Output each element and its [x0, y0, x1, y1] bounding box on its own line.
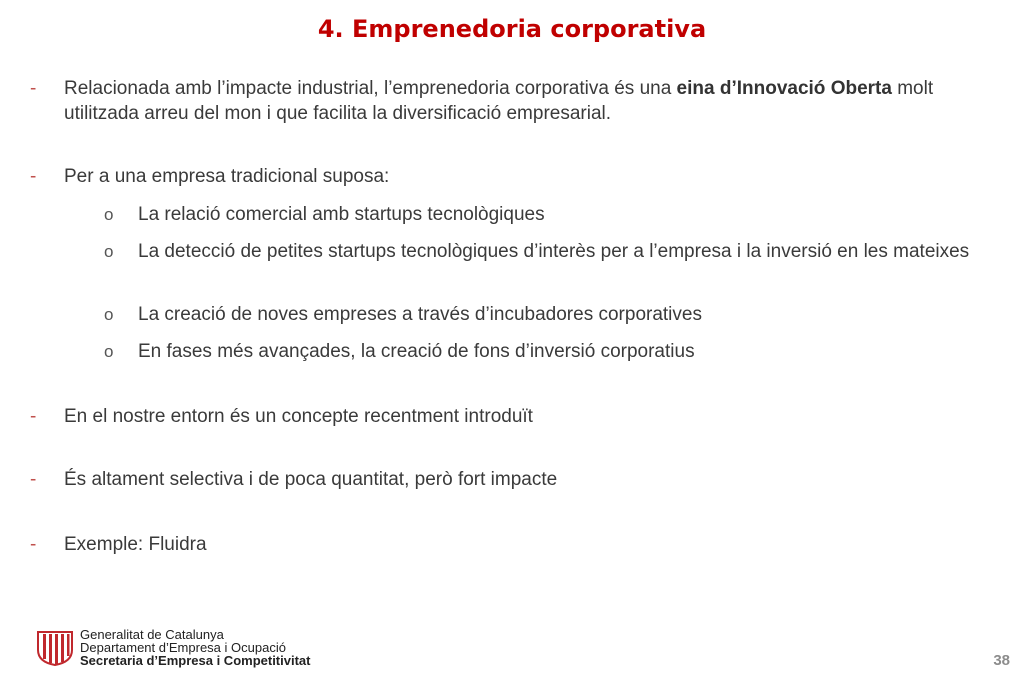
sub-bullet-item	[104, 339, 1005, 364]
catalan-coat-of-arms-icon	[36, 628, 74, 666]
footer-line-secretaria: Secretaria d’Empresa i Competitivitat	[80, 653, 311, 668]
footer-institution	[80, 628, 310, 667]
bullet-item	[30, 76, 1005, 126]
sub-bullet-text: La detecció de petites startups tecnològiques d’interès per a l’empresa i la inversió en les mateixes	[138, 241, 970, 262]
bullet-text: En el nostre entorn és un concepte recentment introduït	[64, 406, 533, 427]
bullet-text: És altament selectiva i de poca quantitat, però fort impacte	[64, 469, 558, 490]
sub-bullet-text: La relació comercial amb startups tecnològiques	[138, 204, 545, 225]
sub-bullet-item	[104, 302, 1005, 327]
dash-marker: -	[30, 166, 37, 187]
page-number: 38	[993, 652, 1010, 669]
sub-bullet-item	[104, 239, 1005, 264]
dash-marker: -	[30, 406, 37, 427]
bullet-text-start: Relacionada amb l’impacte industrial, l’emprenedoria corporativa és una	[64, 78, 677, 99]
bullet-item	[30, 532, 1005, 557]
dash-marker: -	[30, 78, 37, 99]
circle-marker: o	[104, 342, 114, 361]
footer-line-departament: Departament d’Empresa i Ocupació	[80, 640, 286, 655]
bullet-text-bold: eina d’Innovació Oberta	[676, 78, 892, 99]
bullet-item	[30, 467, 1005, 492]
dash-marker: -	[30, 469, 37, 490]
dash-marker: -	[30, 534, 37, 555]
bullet-text	[64, 76, 1005, 126]
bullet-text-end: molt utilitzada arreu del mon i que facilita la diversificació empresarial.	[64, 78, 934, 124]
circle-marker: o	[104, 305, 114, 324]
footer-line-generalitat: Generalitat de Catalunya	[80, 627, 224, 642]
circle-marker: o	[104, 205, 114, 224]
bullet-item	[30, 404, 1005, 429]
bullet-item	[30, 164, 1005, 189]
slide-title: 4. Emprenedoria corporativa	[317, 15, 707, 43]
sub-bullet-item	[104, 202, 1005, 227]
bullet-text: Per a una empresa tradicional suposa:	[64, 166, 390, 187]
circle-marker: o	[104, 242, 114, 261]
sub-bullet-text: La creació de noves empreses a través d’incubadores corporatives	[138, 304, 702, 325]
bullet-text: Exemple: Fluidra	[64, 534, 207, 555]
sub-bullet-text: En fases més avançades, la creació de fons d’inversió corporatius	[138, 341, 695, 362]
